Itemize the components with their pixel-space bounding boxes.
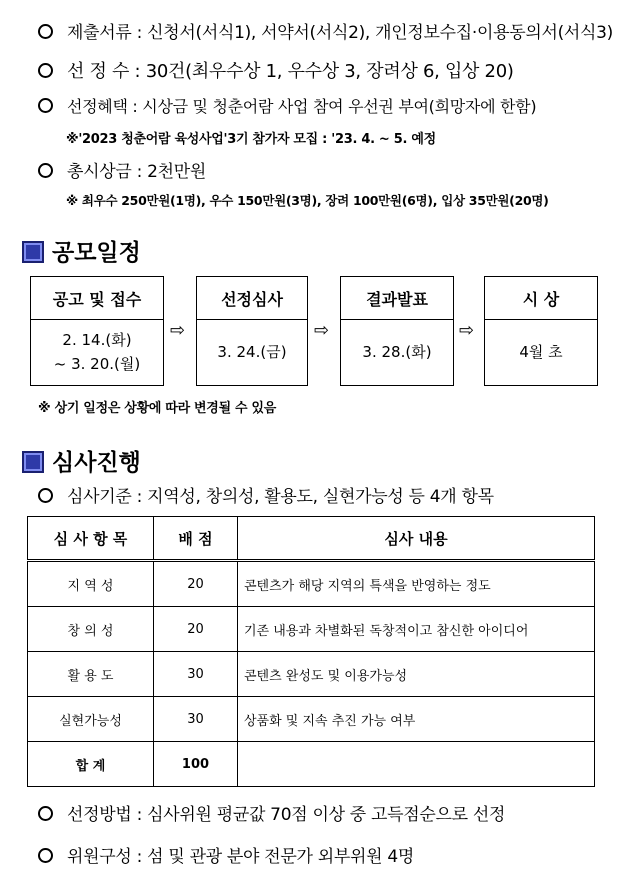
arrow-right-icon: ⇨ bbox=[170, 320, 186, 341]
schedule-note: ※ 상기 일정은 상황에 따라 변경될 수 있음 bbox=[38, 401, 277, 416]
step-head: 선정심사 bbox=[197, 277, 307, 320]
bullet-circle-icon bbox=[38, 63, 53, 78]
benefit-line: 선정혜택 : 시상금 및 청춘어람 사업 참여 우선권 부여(희망자에 한함) bbox=[38, 94, 536, 117]
content-cell: 콘텐츠 완성도 및 이용가능성 bbox=[238, 652, 595, 697]
table-row bbox=[28, 607, 595, 652]
prize-breakdown-note: ※ 최우수 250만원(1명), 우수 150만원(3명), 장려 100만원(6명), 입상 35만원(20명) bbox=[66, 193, 549, 208]
schedule-step-announce bbox=[30, 276, 164, 386]
content-cell: 콘텐츠가 해당 지역의 특색을 반영하는 정도 bbox=[238, 561, 595, 607]
selection-method-line: 선정방법 : 심사위원 평균값 70점 이상 중 고득점순으로 선정 bbox=[38, 800, 505, 825]
total-prize-line: 총시상금 : 2천만원 bbox=[38, 157, 206, 182]
score-cell: 30 bbox=[154, 652, 238, 697]
bullet-circle-icon bbox=[38, 488, 53, 503]
bullet-circle-icon bbox=[38, 98, 53, 113]
score-cell: 30 bbox=[154, 697, 238, 742]
criteria-line: 심사기준 : 지역성, 창의성, 활용도, 실현가능성 등 4개 항목 bbox=[38, 482, 494, 507]
score-cell: 20 bbox=[154, 561, 238, 607]
step-date: 3. 28.(화) bbox=[362, 343, 432, 361]
total-score-cell: 100 bbox=[154, 742, 238, 787]
item-cell: 지 역 성 bbox=[28, 561, 154, 607]
step-date: 3. 24.(금) bbox=[217, 343, 287, 361]
step-head: 결과발표 bbox=[341, 277, 453, 320]
schedule-step-result bbox=[340, 276, 454, 386]
content-cell: 상품화 및 지속 추진 가능 여부 bbox=[238, 697, 595, 742]
total-content-cell bbox=[238, 742, 595, 787]
benefit-note: ※'2023 청춘어람 육성사업'3기 참가자 모집 : '23. 4. ~ 5. 예정 bbox=[66, 132, 436, 147]
schedule-section-title: 공모일정 bbox=[22, 234, 141, 267]
item-cell: 창 의 성 bbox=[28, 607, 154, 652]
table-total-row bbox=[28, 742, 595, 787]
table-row bbox=[28, 697, 595, 742]
bullet-circle-icon bbox=[38, 163, 53, 178]
docs-line: 제출서류 : 신청서(서식1), 서약서(서식2), 개인정보수집·이용동의서(서식3) bbox=[38, 18, 613, 43]
section-square-icon bbox=[22, 451, 44, 473]
schedule-step-award bbox=[484, 276, 598, 386]
arrow-right-icon: ⇨ bbox=[314, 320, 330, 341]
criteria-table bbox=[27, 516, 595, 787]
header-item: 심 사 항 목 bbox=[28, 517, 154, 561]
item-cell: 실현가능성 bbox=[28, 697, 154, 742]
arrow-right-icon: ⇨ bbox=[459, 320, 475, 341]
step-date: 4월 초 bbox=[519, 343, 563, 361]
review-section-title: 심사진행 bbox=[22, 444, 141, 477]
bullet-circle-icon bbox=[38, 24, 53, 39]
bullet-circle-icon bbox=[38, 848, 53, 863]
table-row bbox=[28, 652, 595, 697]
total-label-cell: 합 계 bbox=[28, 742, 154, 787]
score-cell: 20 bbox=[154, 607, 238, 652]
schedule-step-review bbox=[196, 276, 308, 386]
step-head: 공고 및 접수 bbox=[31, 277, 163, 320]
table-header-row bbox=[28, 517, 595, 561]
item-cell: 활 용 도 bbox=[28, 652, 154, 697]
bullet-circle-icon bbox=[38, 806, 53, 821]
table-row bbox=[28, 561, 595, 607]
header-score: 배 점 bbox=[154, 517, 238, 561]
step-head: 시 상 bbox=[485, 277, 597, 320]
section-square-icon bbox=[22, 241, 44, 263]
content-cell: 기존 내용과 차별화된 독창적이고 참신한 아이디어 bbox=[238, 607, 595, 652]
committee-line: 위원구성 : 섬 및 관광 분야 전문가 외부위원 4명 bbox=[38, 842, 414, 867]
selection-count-line: 선 정 수 : 30건(최우수상 1, 우수상 3, 장려상 6, 입상 20) bbox=[38, 57, 514, 83]
step-date: 2. 14.(화) ~ 3. 20.(월) bbox=[53, 331, 141, 373]
header-content: 심사 내용 bbox=[238, 517, 595, 561]
